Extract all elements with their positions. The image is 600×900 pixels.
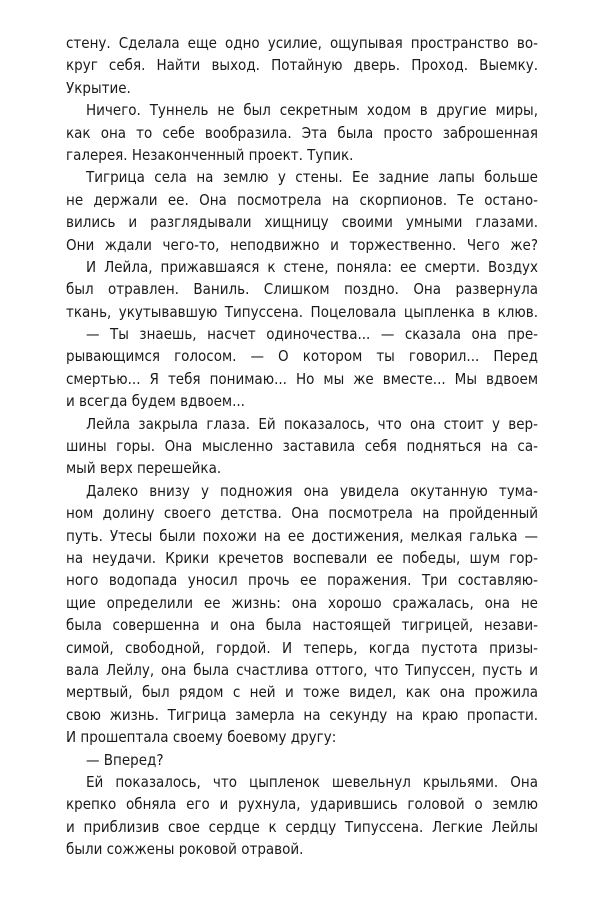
text-line: галерея. Незаконченный проект. Тупик.	[66, 145, 354, 164]
text-line: И прошептала своему боевому другу:	[66, 728, 337, 747]
text-line: ном долину своего детства. Она посмотрела на пройденный	[66, 504, 538, 523]
text-line: Укрытие.	[66, 78, 131, 97]
page-text	[66, 32, 538, 860]
text-line: ного водопада уносил прочь ее поражения. Три составляю-	[66, 571, 538, 590]
text-line: стену. Сделала еще одно усилие, ощупывая пространство во-	[66, 34, 538, 52]
text-line: вала Лейлу, она была счастлива оттого, что Типуссен, пусть и	[66, 660, 538, 679]
text-line: были сожжены роковой отравой.	[66, 840, 304, 859]
text-line: была совершенна и она была настоящей тигрицей, незави-	[66, 616, 538, 635]
text-line: И Лейла, прижавшаяся к стене, поняла: ее смерти. Воздух	[86, 257, 538, 276]
text-line: рывающимся голосом. — О котором ты говорил... Перед	[66, 347, 538, 366]
text-line: Тигрица села на землю у стены. Ее задние лапы больше	[86, 168, 538, 187]
text-line: и всегда будем вдвоем...	[66, 392, 245, 411]
text-line: как она то себе вообразила. Эта была просто заброшенная	[66, 123, 538, 142]
text-line: на неудачи. Крики кречетов воспевали ее победы, шум гор-	[66, 548, 538, 567]
text-line: Ей показалось, что цыпленок шевельнул крыльями. Она	[86, 772, 538, 791]
text-line: — Вперед?	[86, 750, 164, 769]
text-line: и приблизив свое сердце к сердцу Типуссена. Легкие Лейлы	[66, 817, 538, 836]
text-line: Далеко внизу у подножия она увидела окутанную тума-	[86, 481, 538, 500]
text-line: Лейла закрыла глаза. Ей показалось, что она стоит у вер-	[86, 414, 538, 433]
text-line: Они ждали чего-то, неподвижно и торжественно. Чего же?	[66, 235, 538, 254]
text-line: крепко обняла его и рухнула, ударившись головой о землю	[66, 795, 538, 814]
text-line: вились и разглядывали хищницу своими умными глазами.	[66, 213, 538, 232]
text-line: не держали ее. Она посмотрела на скорпионов. Те остано-	[66, 190, 538, 209]
text-line: свою жизнь. Тигрица замерла на секунду на краю пропасти.	[66, 705, 538, 724]
text-line: Ничего. Туннель не был секретным ходом в другие миры,	[86, 101, 538, 120]
text-line: смертью... Я тебя понимаю... Но мы же вместе... Мы вдвоем	[66, 369, 538, 388]
text-line: был отравлен. Ваниль. Слишком поздно. Она развернула	[66, 280, 538, 299]
text-line: шины горы. Она мысленно заставила себя подняться на са-	[66, 437, 538, 456]
text-line: симой, свободной, гордой. И теперь, когда пустота призы-	[66, 638, 538, 657]
text-line: ткань, укутывавшую Типуссена. Поцеловала цыпленка в клюв.	[66, 302, 538, 321]
text-line: мый верх перешейка.	[66, 459, 222, 478]
text-line: путь. Утесы были похожи на ее достижения, мелкая галька —	[66, 526, 538, 545]
text-line: мертвый, был рядом с ней и тоже видел, как она прожила	[66, 683, 538, 702]
text-line: — Ты знаешь, насчет одиночества... — сказала она пре-	[86, 325, 538, 344]
text-line: щие определили ее жизнь: она хорошо сражалась, она не	[66, 593, 538, 612]
text-line: круг себя. Найти выход. Потайную дверь. Проход. Выемку.	[66, 56, 538, 75]
